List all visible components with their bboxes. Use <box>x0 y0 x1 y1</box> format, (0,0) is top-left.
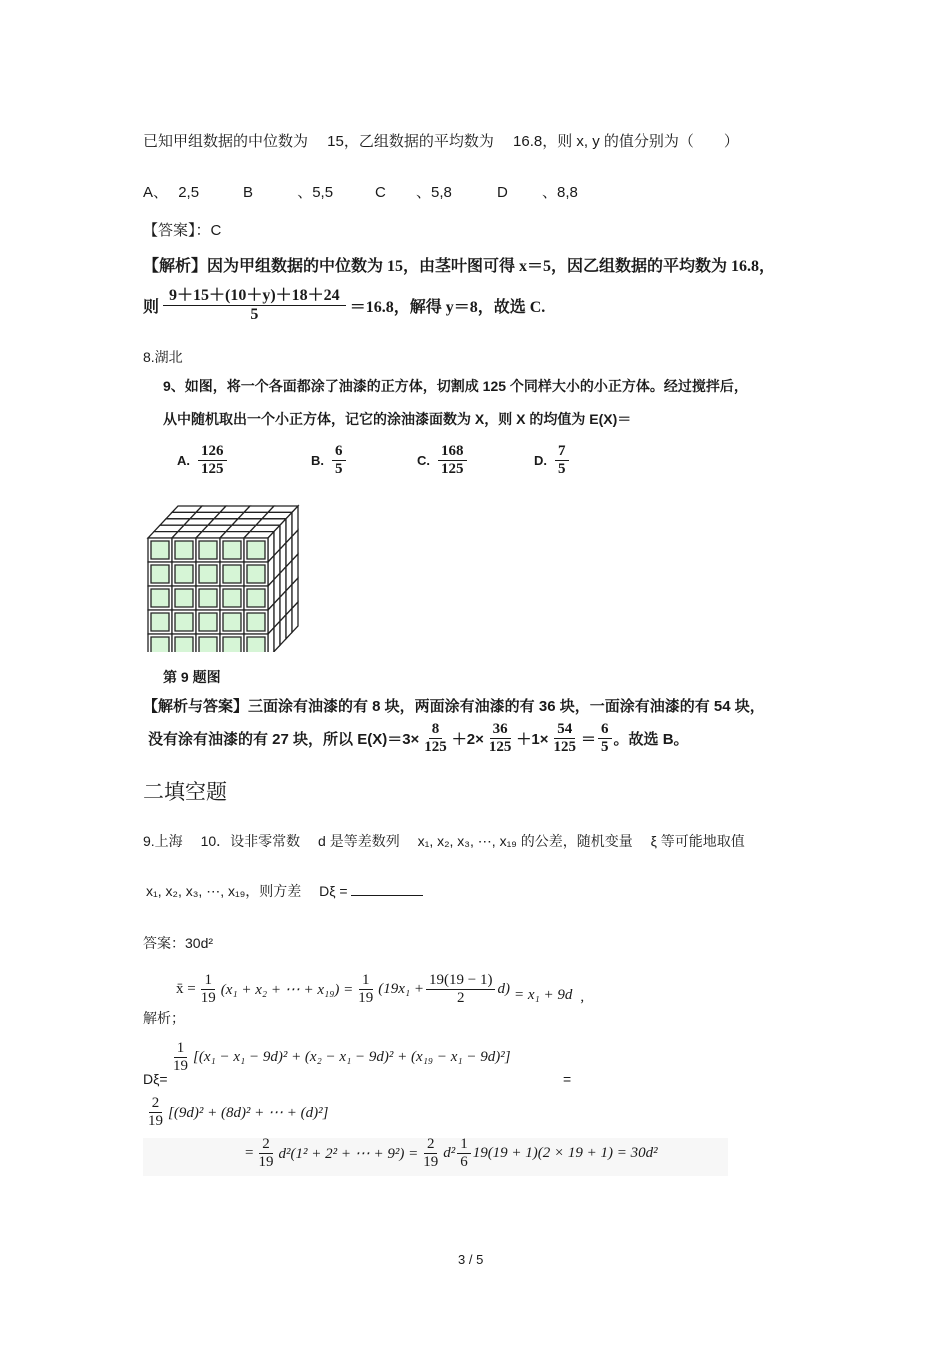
option-d-fraction <box>555 443 569 479</box>
option-b-label: B <box>243 184 254 201</box>
solution-fraction-1 <box>421 721 450 757</box>
answer-blank <box>351 881 423 896</box>
fraction-denominator: 5 <box>558 461 566 478</box>
option-c-value: 、5,8 <box>416 184 452 201</box>
q9-mean-formula <box>176 972 584 1008</box>
q8-solution-line1: 【解析与答案】三面涂有油漆的有 8 块，两面涂有油漆的有 36 块，一面涂有油漆的有 54 块， <box>143 698 765 715</box>
fraction-denominator: 6 <box>460 1154 468 1171</box>
step3-d-squared: d² <box>443 1145 456 1162</box>
option-c-label: C. <box>417 453 430 469</box>
q8-option-c <box>417 443 469 479</box>
fraction-denominator: 125 <box>201 461 224 478</box>
mean-result: = x₁ + 9d <box>513 987 573 1004</box>
fraction-numerator: 2 <box>149 1095 163 1113</box>
q7-option-c <box>375 181 452 202</box>
cube-front-tile <box>175 589 193 607</box>
cube-front-tile <box>223 565 241 583</box>
step2-fraction <box>145 1095 166 1131</box>
cube-front-tile <box>175 613 193 631</box>
cube-front-tile <box>199 541 217 559</box>
step3-fraction-2 <box>420 1136 441 1172</box>
q8-figure-caption: 第 9 题图 <box>163 669 221 685</box>
cube-front-tile <box>151 637 169 652</box>
variance-body: [(x₁ − x₁ − 9d)² + (x₂ − x₁ − 9d)² + (x₁₉ − x₁ − 9d)²] <box>193 1049 511 1066</box>
option-a-label: A. <box>177 453 190 469</box>
option-b-value: 、5,5 <box>297 184 334 201</box>
q8-solution-line2 <box>148 721 689 757</box>
mean-fraction-1 <box>198 972 219 1008</box>
option-b-fraction <box>332 443 346 479</box>
section-title: 二填空题 <box>143 781 227 804</box>
cube-front-tile <box>223 637 241 652</box>
page-number: 3 / 5 <box>458 1252 484 1267</box>
fraction-numerator: 6 <box>332 443 346 461</box>
option-c-label: C <box>375 184 386 201</box>
cube-front-tile <box>175 637 193 652</box>
q9-answer: 答案：30d² <box>143 935 214 951</box>
cube-side-cell <box>292 602 298 632</box>
solution-plus-3: ＋1× <box>516 731 549 749</box>
cube-front-tile <box>247 565 265 583</box>
q7-answer: 【答案】：C <box>143 222 222 239</box>
cube-front-tile <box>247 637 265 652</box>
mean-fraction-3 <box>426 972 495 1008</box>
cube-front-tile <box>223 613 241 631</box>
solution-fraction-3 <box>551 721 580 757</box>
mean-comma: , <box>580 989 585 1006</box>
option-a-value: 2,5 <box>178 184 200 201</box>
cube-side-cell <box>280 615 286 645</box>
fraction-numerator: 19(19 − 1) <box>426 972 495 990</box>
fraction-denominator: 5 <box>601 739 609 756</box>
option-d-value: 、8,8 <box>542 184 578 201</box>
cube-front-tile <box>223 541 241 559</box>
fraction-numerator: 2 <box>424 1136 438 1154</box>
fraction-denominator: 19 <box>173 1058 188 1075</box>
cube-front-tile <box>247 589 265 607</box>
fraction-denominator: 19 <box>258 1154 274 1171</box>
fraction-denominator: 19 <box>423 1154 439 1171</box>
mean-paren-open: (19x₁ + <box>378 981 425 998</box>
q8-label: 8.湖北 <box>143 349 183 365</box>
option-b-label: B. <box>311 453 324 469</box>
fraction-denominator: 125 <box>441 461 464 478</box>
cube-front-tile <box>199 613 217 631</box>
option-a-label: A、 <box>143 184 169 201</box>
step3-fraction-1 <box>255 1136 276 1172</box>
step3-end: 19(19 + 1)(2 × 19 + 1) = 30d² <box>472 1145 658 1162</box>
fraction-denominator: 19 <box>358 990 374 1007</box>
step3-fraction-3 <box>457 1136 471 1172</box>
fraction-numerator: 168 <box>438 443 467 461</box>
q9-variance-step-2 <box>143 1095 329 1131</box>
analysis-fraction <box>163 287 346 325</box>
fraction-denominator: 125 <box>424 739 447 756</box>
fraction-numerator: 1 <box>457 1136 471 1154</box>
mean-fraction-2 <box>355 972 376 1008</box>
fraction-numerator: 8 <box>429 721 443 739</box>
q8-option-d <box>534 443 571 479</box>
fraction-numerator: 1 <box>174 1040 188 1058</box>
cube-front-tile <box>199 589 217 607</box>
cube-side-cell <box>286 608 292 638</box>
option-a-fraction <box>198 443 227 479</box>
cube-front-tile <box>151 589 169 607</box>
q7-option-d <box>497 181 578 202</box>
fraction-denominator: 125 <box>488 739 512 756</box>
mean-paren-close: d) <box>497 981 510 998</box>
mean-middle: (x₁ + x₂ + ⋯ + x₁₉) = <box>220 982 354 999</box>
stem-line2-text: x₁, x₂, x₃, ⋯, x₁₉，则方差 Dξ = <box>146 883 348 899</box>
cube-side-cell <box>274 621 280 651</box>
cube-front-tile <box>199 637 217 652</box>
fraction-denominator: 19 <box>200 990 216 1007</box>
fraction-numerator: 36 <box>490 721 511 739</box>
mean-left: x̄ = <box>176 981 196 998</box>
fraction-numerator: 2 <box>259 1136 273 1154</box>
fraction-numerator: 1 <box>201 972 215 990</box>
fraction-denominator: 19 <box>148 1113 163 1130</box>
q9-variance-equals: = <box>563 1071 572 1087</box>
fraction-numerator: 7 <box>555 443 569 461</box>
solution-plus-2: ＋2× <box>451 731 484 749</box>
q9-variance-formula <box>168 1040 511 1076</box>
q9-variance-label: Dξ= <box>143 1071 168 1087</box>
fraction-denominator: 2 <box>457 990 465 1007</box>
solution-prefix: 没有涂有油漆的有 27 块，所以 E(X)＝3× <box>148 731 420 749</box>
cube-figure <box>140 500 305 652</box>
analysis-prefix: 则 <box>143 299 160 317</box>
cube-front-tile <box>151 565 169 583</box>
fraction-numerator: 54 <box>554 721 575 739</box>
q9-stem-line1: 9.上海 10．设非零常数 d 是等差数列 x₁, x₂, x₃, ⋯, x₁₉ 的公差，随机变量 ξ 等可能地取值 <box>143 833 745 849</box>
cube-front-tile <box>247 541 265 559</box>
cube-front-tile <box>199 565 217 583</box>
q7-option-b <box>243 181 333 202</box>
q8-stem-line2: 从中随机取出一个小正方体，记它的涂油漆面数为 X，则 X 的均值为 E(X)＝ <box>163 411 632 427</box>
fraction-denominator: 5 <box>250 306 259 324</box>
q9-variance-step-3 <box>245 1136 658 1172</box>
fraction-numerator: 126 <box>198 443 227 461</box>
fraction-denominator: 125 <box>553 739 577 756</box>
step3-middle: d²(1² + 2² + ⋯ + 9²) = <box>278 1146 419 1163</box>
step2-body: [(9d)² + (8d)² + ⋯ + (d)²] <box>168 1105 329 1122</box>
step3-equals: = <box>245 1145 254 1162</box>
cube-front-tile <box>223 589 241 607</box>
cube-front-tile <box>175 541 193 559</box>
q9-stem-line2 <box>146 881 423 901</box>
solution-equals: ＝ <box>581 731 597 749</box>
fraction-numerator: 6 <box>598 721 612 739</box>
q8-option-b <box>311 443 348 479</box>
q7-analysis-line2 <box>143 287 545 325</box>
variance-fraction <box>170 1040 191 1076</box>
q9-analysis-label: 解析； <box>143 1010 185 1026</box>
cube-front-tile <box>175 565 193 583</box>
solution-end: 。故选 B。 <box>613 731 689 749</box>
q7-analysis-line1: 【解析】因为甲组数据的中位数为 15，由茎叶图可得 x＝5，因乙组数据的平均数为 16.8， <box>143 258 776 275</box>
cube-front-tile <box>151 613 169 631</box>
solution-fraction-4 <box>598 721 612 757</box>
cube-front-tile <box>151 541 169 559</box>
option-c-fraction <box>438 443 467 479</box>
cube-front-tile <box>247 613 265 631</box>
option-d-label: D <box>497 184 508 201</box>
q8-option-a <box>177 443 229 479</box>
fraction-numerator: 1 <box>359 972 373 990</box>
fraction-numerator: 9＋15＋(10＋y)＋18＋24 <box>163 287 346 306</box>
q7-stem: 已知甲组数据的中位数为 15，乙组数据的平均数为 16.8，则 x, y 的值分别为（ ） <box>143 133 739 150</box>
analysis-suffix: ＝16.8，解得 y＝8，故选 C. <box>349 299 546 317</box>
solution-fraction-2 <box>486 721 515 757</box>
option-d-label: D. <box>534 453 547 469</box>
q7-option-a <box>143 181 199 202</box>
q8-stem-line1: 9、如图，将一个各面都涂了油漆的正方体，切割成 125 个同样大小的小正方体。经过搅拌后， <box>163 378 748 394</box>
fraction-denominator: 5 <box>335 461 343 478</box>
